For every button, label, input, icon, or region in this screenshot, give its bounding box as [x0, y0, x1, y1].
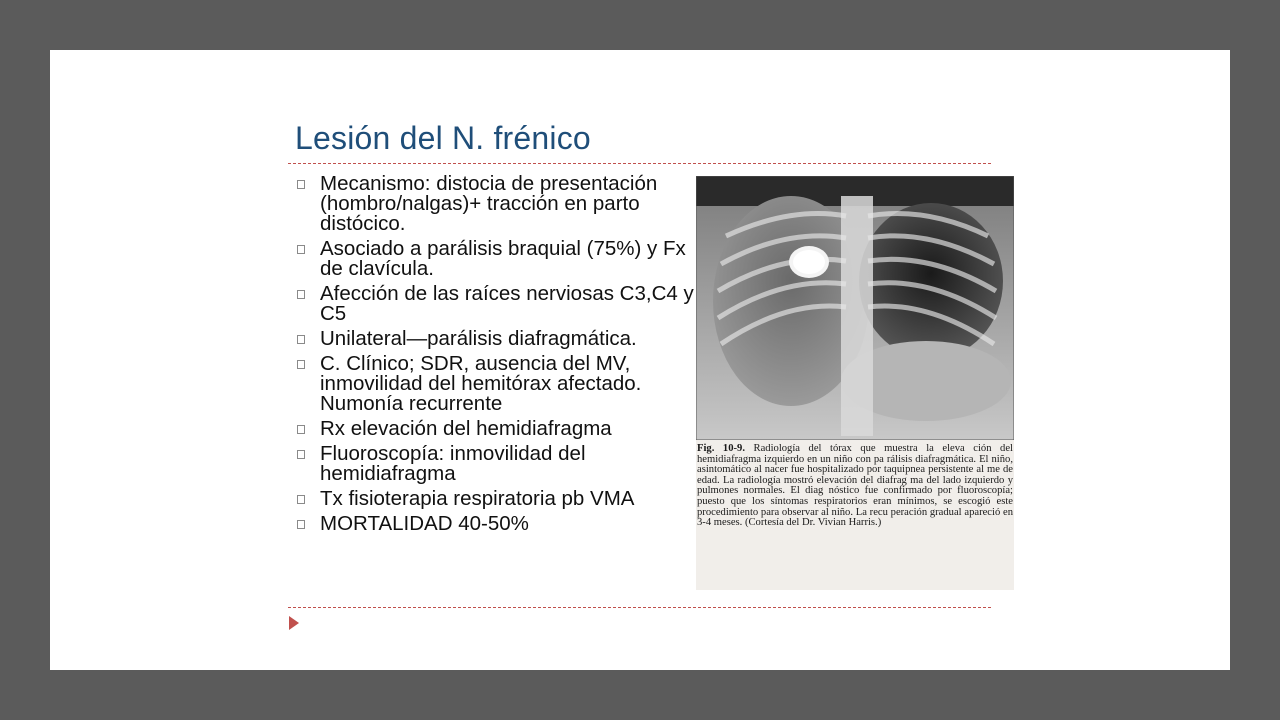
- square-bullet-icon: [297, 450, 305, 459]
- square-bullet-icon: [297, 180, 305, 189]
- bullet-text: Fluoroscopía: inmovilidad del hemidiafragma: [320, 442, 586, 485]
- square-bullet-icon: [297, 425, 305, 434]
- bullet-text: Mecanismo: distocia de presentación (hombro/nalgas)+ tracción en parto distócico.: [320, 172, 658, 235]
- figure-caption: [696, 444, 1014, 529]
- chest-xray-image: [696, 176, 1014, 440]
- bullet-text: C. Clínico; SDR, ausencia del MV, inmovilidad del hemitórax afectado. Numonía recurrente: [320, 352, 642, 415]
- square-bullet-icon: [297, 335, 305, 344]
- bullet-item: [295, 354, 707, 414]
- bullet-text: Afección de las raíces nerviosas C3,C4 y C5: [320, 282, 694, 325]
- bullet-item: [295, 444, 707, 484]
- bullet-text: Tx fisioterapia respiratoria pb VMA: [320, 487, 635, 510]
- bullet-item: [295, 489, 707, 509]
- square-bullet-icon: [297, 520, 305, 529]
- bullet-item: [295, 284, 707, 324]
- bullet-text: MORTALIDAD 40-50%: [320, 512, 529, 535]
- bullet-item: [295, 329, 707, 349]
- square-bullet-icon: [297, 360, 305, 369]
- square-bullet-icon: [297, 290, 305, 299]
- bullet-item: [295, 419, 707, 439]
- slide: [50, 50, 1230, 670]
- bullet-item: [295, 174, 707, 234]
- square-bullet-icon: [297, 245, 305, 254]
- triangle-right-icon[interactable]: [289, 616, 299, 630]
- bullet-item: [295, 514, 707, 534]
- figure-caption-text: Radiología del tórax que muestra la eleva ción del hemidiafragma izquierdo en un niño con pa rálisis diafragmática. El niño, asintomático al nacer fue hospitalizado por taquipnea persistente al me de edad. La radiología mostró elevación del diafrag ma del lado izquierdo y pulmones normales. El diag nóstico fue confirmado por fluoroscopía; puesto que los síntomas respiratorios eran mínimos, se escogió este procedimiento para observar al niño. La recu peración gradual apareció en 3-4 meses. (Cortesía del Dr. Vivian Harris.): [697, 443, 1014, 529]
- slide-title: Lesión del N. frénico: [295, 120, 591, 156]
- square-bullet-icon: [297, 495, 305, 504]
- title-divider: [288, 163, 991, 164]
- bullet-item: [295, 239, 707, 279]
- bullet-list: [295, 174, 707, 539]
- footer-divider: [288, 607, 991, 608]
- figure-label: Fig. 10-9.: [697, 443, 745, 454]
- bullet-text: Asociado a parálisis braquial (75%) y Fx de clavícula.: [320, 237, 686, 280]
- bullet-text: Unilateral—parálisis diafragmática.: [320, 327, 637, 350]
- bullet-text: Rx elevación del hemidiafragma: [320, 417, 612, 440]
- xray-figure: [696, 176, 1014, 590]
